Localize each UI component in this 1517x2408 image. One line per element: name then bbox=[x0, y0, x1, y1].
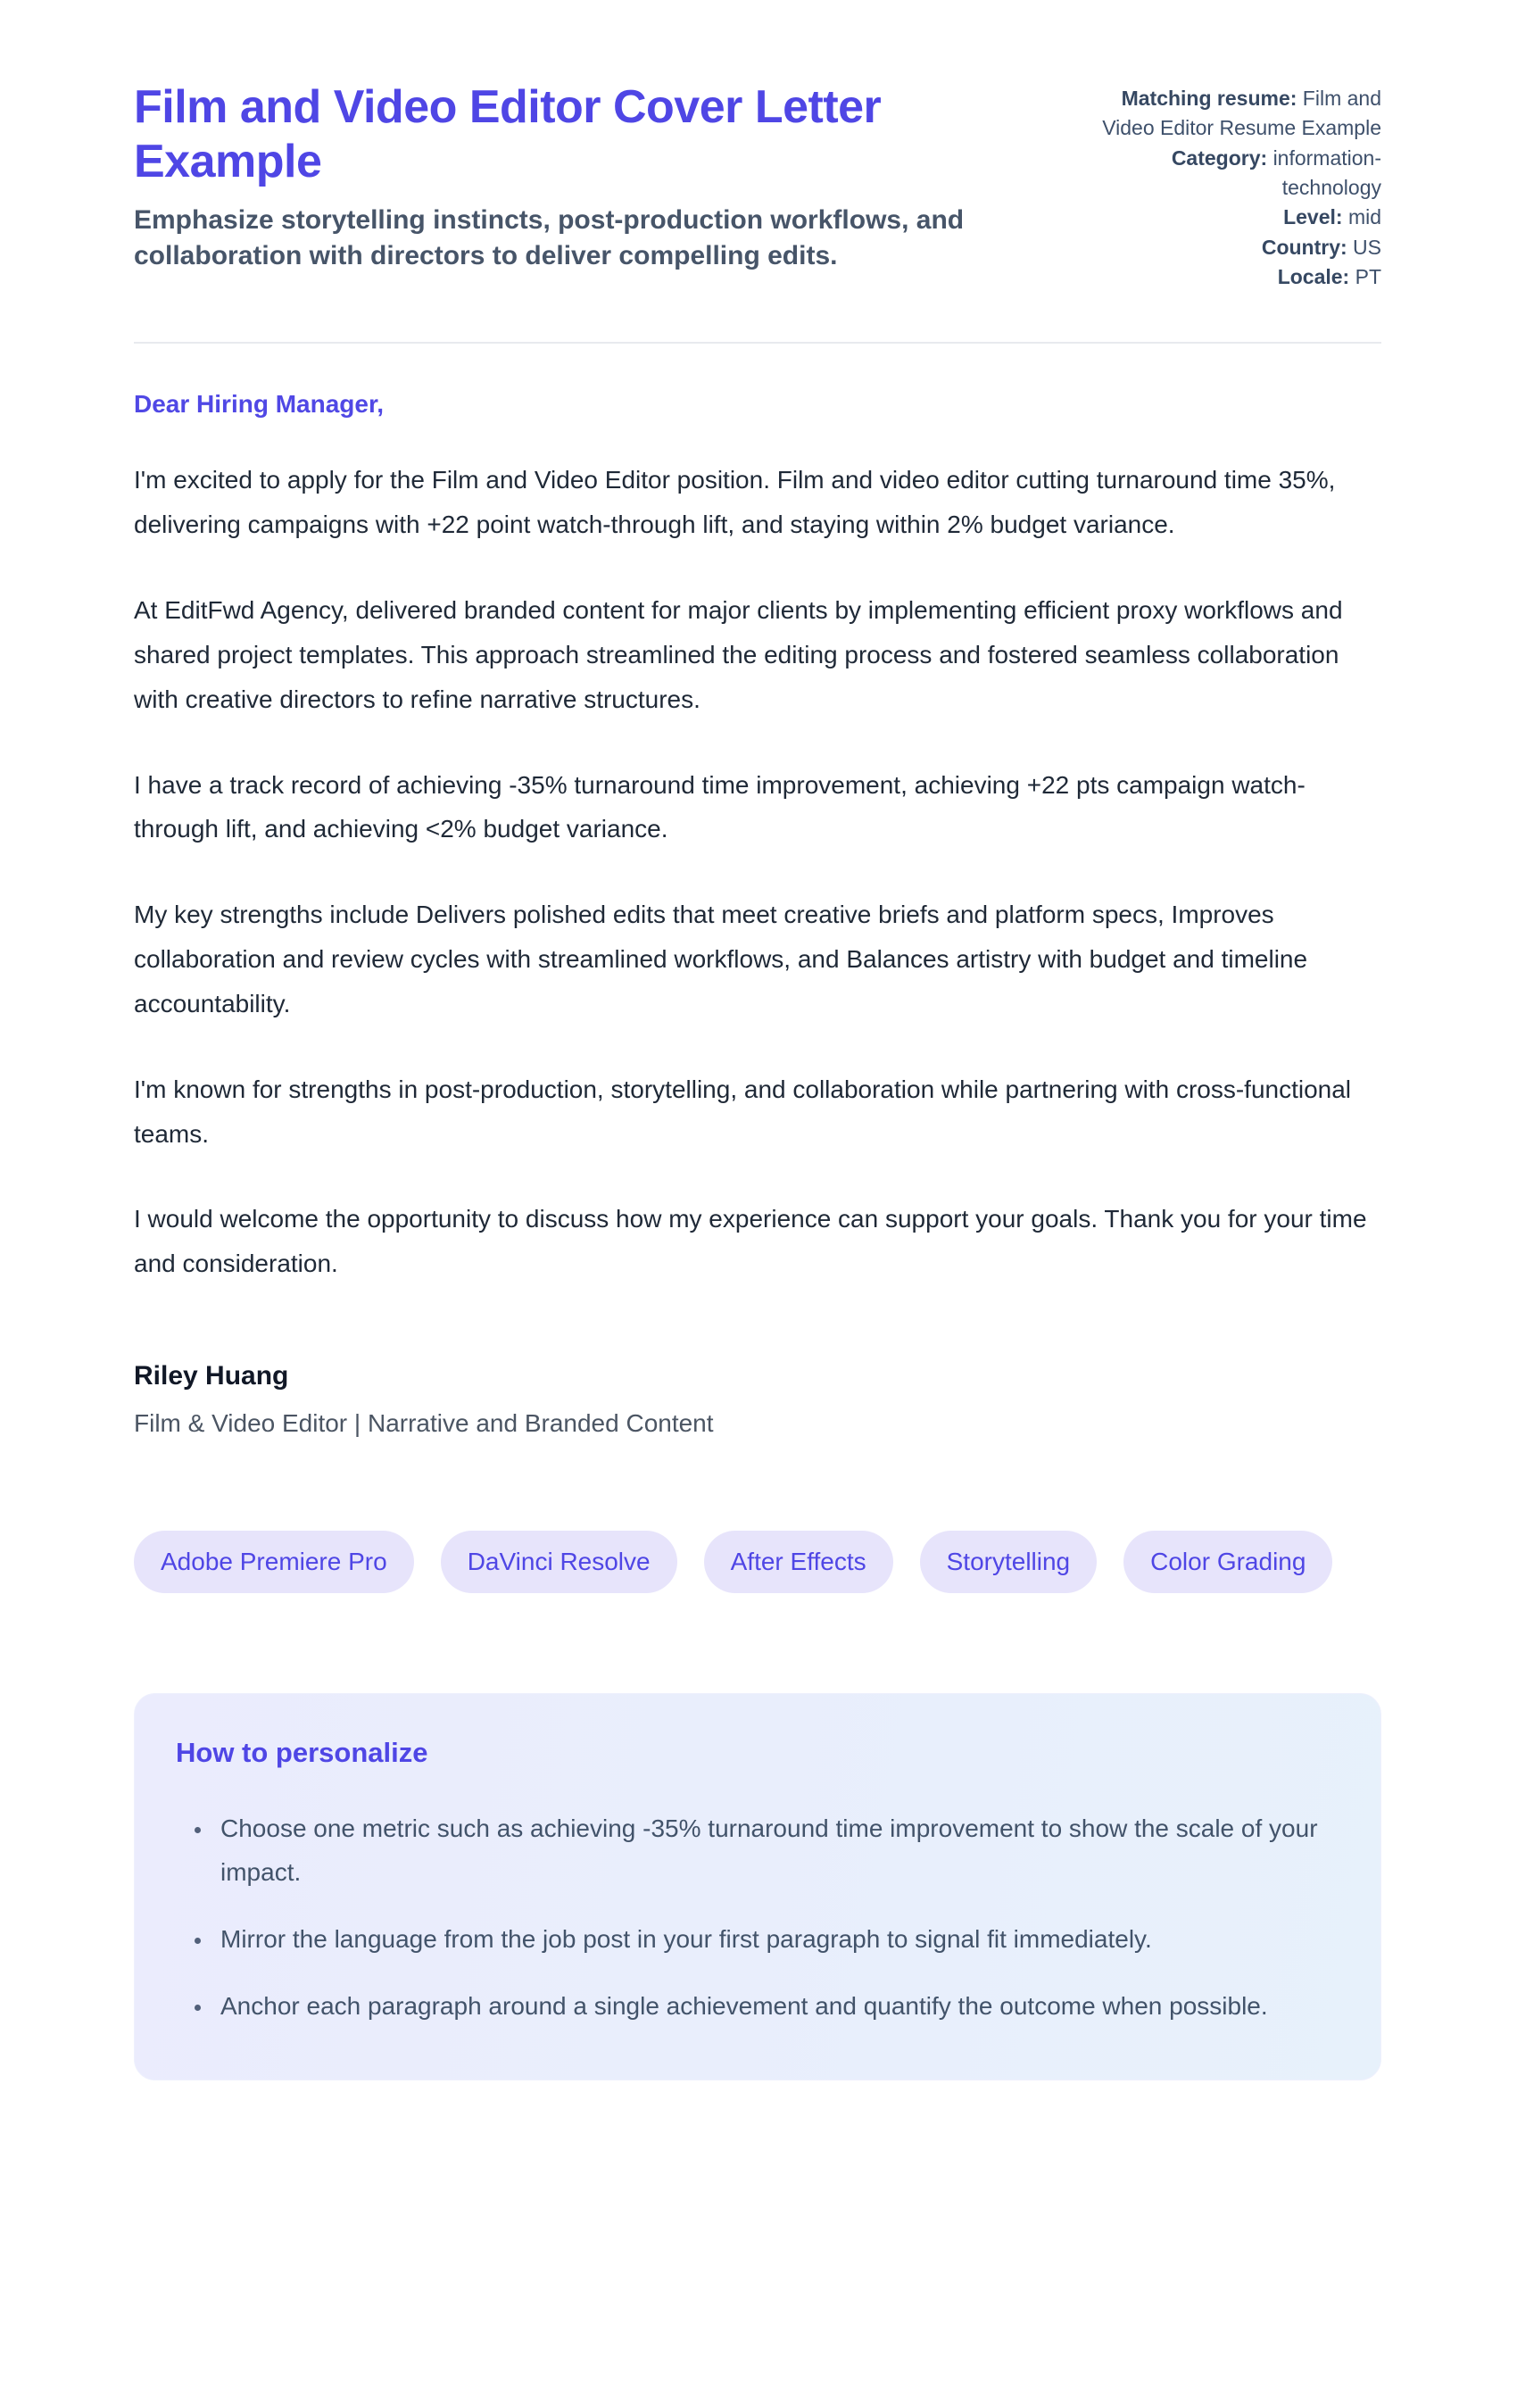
meta-value: mid bbox=[1347, 205, 1381, 229]
meta-locale bbox=[1098, 262, 1381, 292]
letter-paragraph: My key strengths include Delivers polished edits that meet creative briefs and platform specs, Improves collaboration and review cycles with streamlined workflows, and Balances artistry with budget and timeline accountability. bbox=[134, 901, 1308, 1017]
meta-level bbox=[1098, 203, 1381, 232]
meta-label: Level: bbox=[1283, 205, 1343, 229]
meta-label: Country: bbox=[1261, 235, 1347, 259]
skill-tag: After Effects bbox=[704, 1531, 893, 1593]
meta-value: Film and Video Editor Resume Example bbox=[1102, 87, 1381, 140]
meta-value: PT bbox=[1355, 265, 1381, 289]
letter-paragraph: I would welcome the opportunity to discuss how my experience can support your goals. Thank you for your time and consideration. bbox=[134, 1205, 1367, 1278]
letter-salutation: Dear Hiring Manager, bbox=[134, 390, 385, 419]
how-to-personalize-box bbox=[134, 1693, 1381, 2080]
header-divider bbox=[134, 342, 1381, 344]
meta-value: information-technology bbox=[1272, 145, 1381, 200]
signature-name: Riley Huang bbox=[134, 1361, 289, 1391]
skill-tag: Color Grading bbox=[1123, 1531, 1332, 1593]
meta-matching-resume bbox=[1098, 84, 1381, 144]
skill-tag: Storytelling bbox=[920, 1531, 1098, 1593]
tip-item: • Choose one metric such as achieving -35% turnaround time improvement to show the scale of your impact. bbox=[213, 1806, 1320, 1894]
meta-label: Locale: bbox=[1277, 265, 1350, 289]
signature-block bbox=[134, 1361, 1381, 1438]
page-header bbox=[134, 80, 1381, 292]
page-subtitle: Emphasize storytelling instincts, post-production workflows, and collaboration with directors to deliver compelling edits. bbox=[134, 204, 965, 271]
header-title-block bbox=[134, 80, 1035, 275]
signature-role: Film & Video Editor | Narrative and Branded Content bbox=[134, 1409, 714, 1437]
tips-list bbox=[176, 1806, 1336, 2028]
tip-item: • Mirror the language from the job post in your first paragraph to signal fit immediately. bbox=[213, 1917, 1320, 1961]
meta-value: US bbox=[1353, 235, 1381, 259]
letter-paragraph: I have a track record of achieving -35% turnaround time improvement, achieving +22 pts campaign watch-through lift, and achieving <2% budget variance. bbox=[134, 770, 1306, 843]
cover-letter-body bbox=[134, 390, 1381, 1438]
skill-tags-row bbox=[134, 1531, 1381, 1593]
tips-heading: How to personalize bbox=[176, 1737, 428, 1768]
letter-paragraph: I'm known for strengths in post-production, storytelling, and collaboration while partnering with cross-functional teams. bbox=[134, 1075, 1352, 1148]
meta-category bbox=[1098, 144, 1381, 203]
meta-country bbox=[1098, 233, 1381, 262]
skill-tag: DaVinci Resolve bbox=[441, 1531, 677, 1593]
tip-item: • Anchor each paragraph around a single achievement and quantify the outcome when possible. bbox=[213, 1984, 1320, 2028]
letter-paragraph: At EditFwd Agency, delivered branded content for major clients by implementing efficient proxy workflows and shared project templates. This approach streamlined the editing process and fostered seamless collaboration with creative directors to refine narrative structures. bbox=[134, 596, 1343, 713]
skill-tag: Adobe Premiere Pro bbox=[134, 1531, 414, 1593]
page-title: Film and Video Editor Cover Letter Example bbox=[134, 81, 882, 188]
meta-label: Matching resume: bbox=[1121, 87, 1297, 110]
meta-panel bbox=[1098, 80, 1381, 292]
meta-label: Category: bbox=[1171, 145, 1268, 170]
letter-paragraph: I'm excited to apply for the Film and Video Editor position. Film and video editor cutting turnaround time 35%, delivering campaigns with +22 point watch-through lift, and staying within 2% budget variance. bbox=[134, 466, 1336, 539]
